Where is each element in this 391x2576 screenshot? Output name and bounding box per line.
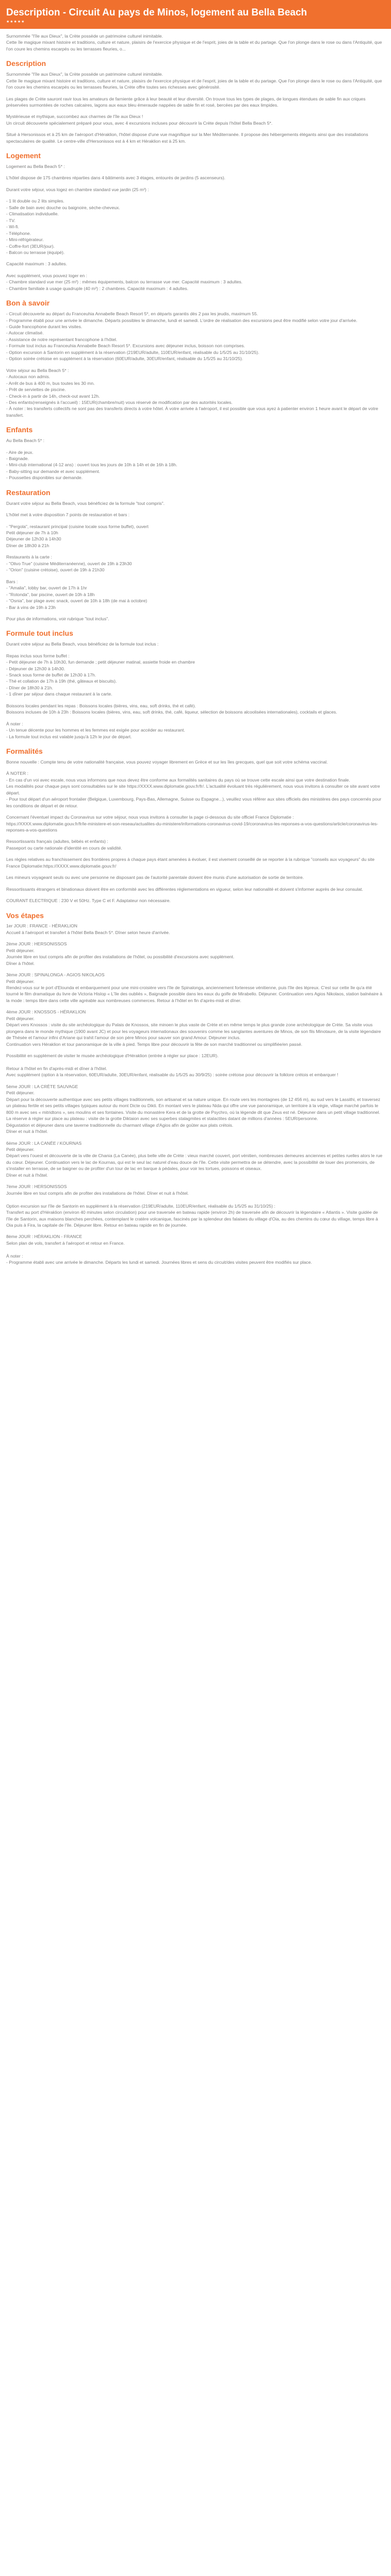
section-paragraph: Votre séjour au Bella Beach 5* : - Autocaux non admis. - Arrêt de bus à 400 m, bus toutes les 30 mn. - Prêt de serviettes de piscine. - Check-in à partir de 14h, check-out avant 12h. - Des enfants(renseignés à l'accueil) : 15EUR(chambre/nuit) vous réservé de modification par des autorités locales. - À noter : les transferts collectifs ne sont pas des transferts directs à votre hôtel. À votre arrivée à l'aéroport, il est possible que vous ayez à patienter environ 1 heure avant le départ de votre transfert. (6, 367, 379, 418)
step-description: Selon plan de vols, transfert à l'aéroport et retour en France. À noter : - Programme établi avec une arrivée le dimanche. Départs les lundi et samedi. Journées libres et sens du circuit/des visites peuvent être modifiés sur place. (6, 1240, 312, 1265)
section-paragraph: Avec supplément, vous pouvez loger en : - Chambre standard vue mer (25 m²) : mêmes équipements, balcon ou terrasse vue mer. Capacité maximum : 3 adultes. - Chambre familiale à usage quadruple (40 m²) : 2 chambres. Capacité maximum : 4 adultes. (6, 273, 243, 291)
step-description: Petit déjeuner. Départ vers l'ouest et découverte de la ville de Chania (La Canée), plus belle ville de Crète : vieux marché couvert, port vénitien, nombreuses demeures anciennes et petites ruelles alors le rue du cœur. Déjeuner. Continuation vers le lac de Kournas, qui est le seul lac naturel d'eau douce de l'île. Cette visite permettra de se détendre, avec la possibilité de louer des promenoirs, de s'installer en terrasse, de se baigner ou de profiter d'un tour de lac en barque à pédales, pour voir les tortues, poissons et oiseaux. Dîner et nuit à l'hôtel. (6, 1147, 383, 1178)
step-title: 8ème JOUR : HÉRAKLION - FRANCE (6, 1234, 83, 1240)
step-title: 4ème JOUR : KNOSSOS - HÉRAKLION (6, 1009, 86, 1015)
section-paragraph: Ressortissants français (adultes, bébés et enfants) : Passeport ou carte nationale d'identité en cours de validité. (6, 839, 122, 851)
step-title: 6ème JOUR : LA CANÉE / KOURNAS (6, 1140, 82, 1146)
section-paragraph: - "Pergola", restaurant principal (cuisine locale sous forme buffet), ouvert Petit déjeuner de 7h à 10h Déjeuner de 12h30 à 14h30 Dîner de 18h30 à 21h (6, 523, 149, 548)
section-paragraph: Surnommée "l'île aux Dieux", la Crète possède un patrimoine culturel inimitable. Cette île magique mixant histoire et traditions, culture et nature, plaisirs de l'exercice physique et de l'esprit, joies de la table et du partage. Que l'on plonge dans le rose ou dans l'Antiquité, que l'on coure les chemins escarpés ou les terrasses fleuries, o... (6, 33, 382, 52)
section-paragraph: Durant votre séjour au Bella Beach, vous bénéficiez de la formule "tout compris". (6, 500, 165, 506)
section-heading: Enfants (6, 426, 33, 434)
step-title: 1er JOUR : FRANCE - HÉRAKLION (6, 923, 77, 929)
step-description: Petit déjeuner. Départ vers Knossos : visite du site archéologique du Palais de Knossos, site minoen le plus vaste de Crète et en même temps le plus grande zone archéologique de Crète. Sa visite vous plongera dans le monde mythique (1900 avant JC) et pour les voyageurs internationaux des souvenirs comme les sanglantes aventures de Minos, de son fils Minotaure, de la visite légendaire de Thésée et l'amour infini d'Ariane qui trahit l'amour de son père Minos pour sauver son grand Amour. Déjeuner inclus. Continuation vers Héraklion et tour panoramique de la ville à pied. Temps libre pour découvrir la fête de son marché traditionnel ou simplifiée/en passé. (6, 1015, 381, 1047)
section-paragraph: Au Bella Beach 5* : (6, 438, 45, 444)
section-paragraph: COURANT ELECTRIQUE : 230 V et 50Hz. Type C et F. Adaptateur non nécessaire. (6, 898, 171, 904)
step-description: Petit déjeuner. Rendez-vous sur le port d'Elounda et embarquement pour une mini-croisière vers l'île de Spinalonga, anciennement forteresse vénitienne, puis l'île des lépreux. C'est sur cette île qu'a été tourné le film dramatique du livre de Victoria Hislop « L'île des oubliés », Baignade possible dans les eaux du golfe de Mirabello. Déjeuner. Continuation vers Agios Nikolaos, station balnéaire à la mode : temps libre dans cette ville agréable aux nombreuses commerces. Retour à l'hôtel en fin d'après-midi et dîner. (6, 978, 383, 1003)
step-description: Journée libre en tout compris afin de profiter des installations de l'hôtel. Dîner et nuit à l'hôtel. Option excursion sur l'île de Santorin en supplément à la réservation (219EUR/adulte, 110EUR/enfant, réalisable du 1/5/25 au 31/10/25) : Transfert au port d'Héraklion (environ 40 minutes selon circulation) pour une traversée en bateau rapide (environ 2h) de traversée afin de découvrir la légendaire « Atlantis ». Visite guidée de l'île de Santorin, aux maisons blanches perchées, contemplant le cratère volcanique, fascinés par la splendeur des falaises du village d'Oia, au des chemins du cœur du village, temps libre à Oia puis à Fira, la capitale de l'île. Déjeuner libre. Retour en bateau rapide en fin de journée. (6, 1190, 378, 1228)
step-title: 5ème JOUR : LA CRÈTE SAUVAGE (6, 1083, 78, 1089)
step-description: Petit déjeuner. Départ pour la découverte authentique avec ses petits villages traditionnels, son artisanat et sa nature unique. En route vers les montagnes (de 12 456 m), au sud vers le Lassithi, et traversez un plateau fertile et ses petits villages typiques autour du mont Dicte ou Dikti. En montant vers le plateau Nida qui offre une vue panoramique, un territoire à la végie, village marché parfois le 800 m avec ses « mitridtons », ses moulins et ses fontaines. Visite du monastère Kera et de la grotte de Psychro, où la légende dit que Zeus est né. Déjeuner dans un petit village traditionnel. La réserve à régler sur place au plateau : visite de la grotte Diktaion avec ses superbes stalagmites et stalactites datant de millions d'années : 5EUR/personne. Dégustation et déjeuner dans une taverne traditionnelle du charmant village d'Agios afin de goûter aux plats crétois. Dîner et nuit à l'hôtel. (6, 1090, 381, 1134)
section-paragraph: Capacité maximum : 3 adultes. (6, 261, 67, 267)
section-paragraph: Concernant l'éventuel impact du Coronavirus sur votre séjour, nous vous invitons à consulter la page ci-dessous du site officiel France Diplomatie : https://XXXX.www.diplomatie.gouv.fr/fr/le-ministere-et-son-reseau/actualites-du-ministere/informations-coronavirus-covid-19/coronavirus-les-reponses-a-vos-questions/article/coronavirus-les-reponses-a-vos-questions (6, 815, 379, 833)
section-paragraph: - Circuit découverte au départ du Franceuhia Annabelle Beach Resort 5*, en départs garantis dès 2 pax les jeudis, maximum 55. - Programme établi pour une arrivée le dimanche. Départs possibles le dimanche, lundi et samedi. L'ordre de réalisation des excursions peut être modifié selon votre jour d'arrivée. - Guide francophone durant les visites. - Autocar climatisé. - Assistance de notre représentant francophone à l'hôtel. - Formule tout inclus au Franceuhia Annabelle Beach Resort 5*. Excursions avec déjeuner inclus, boisson non comprises. - Option excursion à Santorin en supplément à la réservation (219EUR/adulte, 110EUR/enfant, réalisable du 1/5/25 au 31/10/25). - Option soirée crétoise en supplément à la réservation (60EUR/adulte, 30EUR/enfant, réalisable du 1/5/25 au 31/10/25). (6, 311, 357, 362)
section-paragraph: Pour plus de informations, voir rubrique "tout inclus". (6, 616, 109, 621)
section-paragraph: Repas inclus sous forme buffet : - Petit déjeuner de 7h à 10h30, fun demande ; petit déjeuner matinal, assiette froide en chambre - Déjeuner de 12h30 à 14h30. - Snack sous forme de buffet de 12h30 à 17h. - Thé et collation de 17h à 19h (thé, gâteaux et biscuits). - Dîner de 18h30 à 21h. - 1 dîner par séjour dans chaque restaurant à la carte. (6, 653, 195, 697)
section-5 (6, 488, 385, 622)
section-2 (6, 151, 385, 292)
step-title: 2ème JOUR : HERSONISSOS (6, 941, 67, 947)
page-title: Description - Circuit Au pays de Minos, logement au Bella Beach (6, 7, 307, 18)
section-paragraph: - Aire de jeux. - Baignade. - Mini-club international (4-12 ans) : ouvert tous les jours de 10h à 14h et de 16h à 18h. - Baby-sitting sur demande et avec supplément. - Poussettes disponibles sur demande. (6, 449, 177, 481)
step-description: Accueil à l'aéroport et transfert à l'hôtel Bella Beach 5*. Dîner selon heure d'arrivée. (6, 929, 170, 935)
section-heading: Description (6, 59, 46, 68)
section-3 (6, 299, 385, 418)
section-paragraph: Bars : - "Amalia", lobby bar, ouvert de 17h à 1hr - "Rotonda", bar piscine, ouvert de 10h à 18h - "Osnia", bar plage avec snack, ouvert de 10h à 18h (de mai à octobre) - Bar à vins de 19h à 23h (6, 579, 148, 610)
rating-stars: ★★★★★ (6, 20, 25, 24)
description-content (0, 29, 391, 1286)
section-heading: Restauration (6, 488, 51, 497)
section-heading: Bon à savoir (6, 299, 50, 308)
section-heading: Formalités (6, 747, 43, 756)
section-paragraph: Durant votre séjour au Bella Beach, vous bénéficiez de la formule tout inclus : (6, 641, 159, 647)
section-heading: Vos étapes (6, 911, 44, 920)
section-paragraph: Ressortissants étrangers et binationaux doivent être en conformité avec les différentes réglementations en vigueur, selon leur nationalité et doivent s'informer auprès de leur consulat. (6, 886, 363, 892)
section-paragraph: L'hôtel met à votre disposition 7 points de restauration et bars : (6, 512, 130, 518)
section-heading: Logement (6, 151, 41, 160)
section-paragraph: Durant votre séjour, vous logez en chambre standard vue jardin (25 m²) : (6, 187, 149, 192)
step-description: Petit déjeuner. Journée libre en tout compris afin de profiter des installations de l'hôtel, ou possibilité d'excursions avec supplément. Dîner à l'hôtel. (6, 947, 235, 966)
section-8 (6, 911, 385, 1266)
step-title: 7ème JOUR : HERSONISSOS (6, 1184, 67, 1190)
section-0 (6, 33, 385, 52)
section-7 (6, 747, 385, 904)
section-paragraph: Logement au Bella Beach 5* : (6, 164, 65, 170)
section-paragraph: Mystérieuse et mythique, succombez aux charmes de l'île aux Dieux ! Un circuit découverte spécialement préparé pour vous, avec 4 excursions incluses pour découvrir la Crète depuis l'hôtel Bella Beach 5*. (6, 114, 273, 126)
step-extra: Possibilité en supplément de visiter le musée archéologique d'Héraklion (entrée à régler sur place : 12EUR). Retour à l'hôtel en fin d'après-midi et dîner à l'hôtel. Avec supplément (option à la réservation, 60EUR/adulte, 30EUR/enfant, réalisable du 1/5/25 au 30/9/25) : soirée crétoise pour découvrir la folklore crétois et embarquer ! (6, 1053, 338, 1078)
section-paragraph: - 1 lit double ou 2 lits simples. - Salle de bain avec douche ou baignoire, sèche-cheveux. - Climatisation individuelle. - TV. - Wi-fi. - Téléphone. - Mini-réfrigérateur. - Coffre-fort (3EUR/jour). - Balcon ou terrasse (équipé). (6, 198, 120, 255)
section-paragraph: Les mineurs voyageant seuls ou avec une personne ne disposant pas de l'autorité parentale doivent être munis d'une autorisation de sortie de territoire. (6, 875, 304, 880)
section-4 (6, 426, 385, 481)
section-paragraph: Restaurants à la carte : - "Olivo True" (cuisine Méditerranéenne), ouvert de 19h à 23h30 - "Orion" (cuisine crétoise), ouvert de 19h à 21h30 (6, 554, 132, 573)
section-6 (6, 629, 385, 740)
section-heading: Formule tout inclus (6, 629, 73, 638)
section-paragraph: À NOTER : - En cas d'un voi avec escale, nous vous informons que nous devez être conforme aux formalités sanitaires du pays où se trouve cette escale ainsi que votre destination finale. Les modalités pour chaque pays sont consultables sur le site https://XXXX.www.diplomatie.gouv.fr/fr/. L'actualité évoluant très régulièrement, nous vous invitons à consulter ce site avant votre départ. - Pour tout départ d'un aéroport frontalier (Belgique, Luxembourg, Pays-Bas, Allemagne, Suisse ou Espagne...), veuillez vous référer aux sites officiels des ministères des pays concernés pour les conditions de départ et de retour. (6, 771, 382, 808)
page-header (0, 0, 391, 29)
section-paragraph: Les plages de Crète sauront ravir tous les amateurs de farniente grâce à leur beauté et leur diversité. On trouve tous les types de plages, de longues étendues de sable fin aux criques préservées surmontées de roches calcaires, lagons aux eaux bleu émeraude nappées de sable fin et rosé, bercées par des eaux limpides. (6, 96, 366, 108)
section-paragraph: Situé à Hersonissos et à 25 km de l'aéroport d'Héraklion, l'hôtel dispose d'une vue magnifique sur la Mer Méditerranée. Il propose des hébergements élégants ainsi que des installations spectaculaires de qualité. Le centre-ville d'Hersonissos est à 4 km et Héraklion est à 25 km. (6, 132, 368, 144)
section-paragraph: L'hôtel dispose de 175 chambres réparties dans 4 bâtiments avec 3 étages, entourés de jardins (5 ascenseurs). (6, 175, 225, 181)
section-paragraph: Les règles relatives au franchissement des frontières propres à chaque pays étant amenées à évoluer, il est vivement conseillé de se reporter à la rubrique "conseils aux voyageurs" du site France Diplomatie:https://XXXX.www.diplomatie.gouv.fr/ (6, 857, 375, 869)
section-paragraph: Boissons locales pendant les repas : Boissons locales (bières, vins, eau, soft drinks, thé et café). Boissons incluses de 10h à 23h : Boissons locales (bières, vins, eau, soft drinks, thé, café, liqueur, sélection de boissons alcoolisées internationales), cocktails et glaces. (6, 703, 337, 715)
section-paragraph: À noter : - Un tenue décente pour les hommes et les femmes est exigée pour accéder au restaurant. - La formule tout inclus est valable jusqu'à 12h le jour de départ. (6, 721, 185, 739)
section-paragraph: Bonne nouvelle : Compte tenu de votre nationalité française, vous pouvez voyager librement en Grèce et sur les îles grecques, quel que soit votre schéma vaccinal. (6, 759, 328, 765)
step-title: 3ème JOUR : SPINALONGA - AGIOS NIKOLAOS (6, 972, 105, 978)
section-paragraph: Surnommée "l'île aux Dieux", la Crète possède un patrimoine culturel inimitable. Cette île magique mixant histoire et traditions, culture et nature, plaisirs de l'exercice physique et de l'esprit, joies de la table et du partage. Que l'on plonge dans le rose ou dans l'Antiquité, que l'on coure les chemins escarpés ou les terrasses fleuries, la Crète offre toutes ses richesses avec générosité. (6, 72, 382, 90)
section-1 (6, 59, 385, 144)
